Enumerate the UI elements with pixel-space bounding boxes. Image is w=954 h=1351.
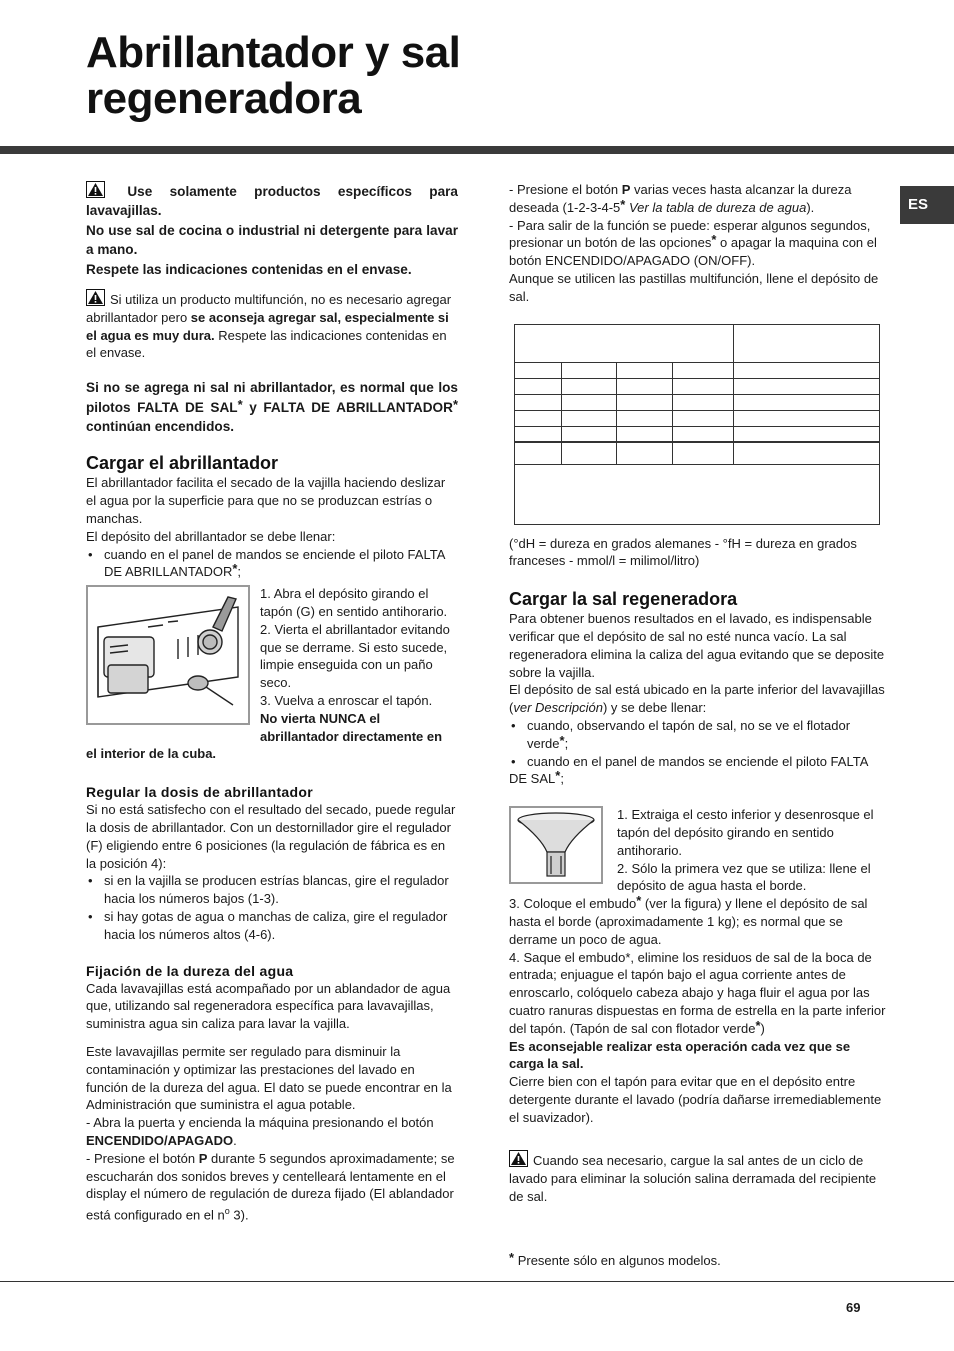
dose-intro: Si no está satisfecho con el resultado del secado, puede regular la dosis de abrillantador. Con un destornillador gire el regulador (F) eligiendo entre 6 posiciones (la regulación de fábrica es en la posición 4): bbox=[86, 802, 456, 871]
pilot-lights-note: Si no se agrega ni sal ni abrillantador, es normal que los pilotos FALTA DE SAL* y FALTA DE ABRILLANTADOR* continúan encendidos. bbox=[86, 380, 459, 435]
step-2: 2. Sólo la primera vez que se utiliza: llene el depósito de agua hasta el borde. bbox=[617, 860, 871, 894]
rinse-aid-fill-when: El depósito del abrillantador se debe llenar: bbox=[86, 528, 336, 544]
step-3: 3. Vuelva a enroscar el tapón. bbox=[260, 693, 433, 708]
step-1: 1. Extraiga el cesto inferior y desenrosque el tapón del depósito girando en sentido antihorario. bbox=[617, 807, 874, 858]
funnel-illustration bbox=[509, 806, 603, 884]
title-line-1: Abrillantador y sal bbox=[86, 28, 461, 77]
footer-rule bbox=[0, 1281, 954, 1282]
step-2: 2. Vierta el abrillantador evitando que se derrame. Si esto sucede, limpie enseguida con un paño seco. bbox=[260, 621, 450, 691]
salt-warning: Cuando sea necesario, cargue la sal antes de un ciclo de lavado para eliminar la solución salina derramada del recipiente de sal. bbox=[509, 1150, 887, 1205]
multitab-salt-text: Aunque se utilicen las pastillas multifunción, llene el depósito de sal. bbox=[509, 270, 879, 304]
rinse-aid-dispenser-illustration bbox=[86, 585, 250, 725]
salt-p2: El depósito de sal está ubicado en la parte inferior del lavavajillas (ver Descripción) y se debe llenar: bbox=[509, 682, 885, 716]
step-1: 1. Abra el depósito girando el tapón (G) en sentido antihorario. bbox=[260, 586, 448, 620]
right-column bbox=[509, 181, 887, 1270]
warning-text-2: No use sal de cocina o industrial ni detergente para lavar a mano. bbox=[86, 222, 458, 258]
salt-p1: Para obtener buenos resultados en el lavado, es indispensable verificar que el depósito de sal no esté nunca vacío. La sal regeneradora elimina la caliza del agua evitando que se deposite sobre la vajilla. bbox=[509, 611, 885, 680]
list-item: • cuando, observando el tapón de sal, no se ve el flotador verde*; bbox=[509, 717, 887, 753]
hardness-p4: - Presione el botón P durante 5 segundos aproximadamente; se escucharán dos sonidos breves y centelleará lentamente en el display el número de regulación de dureza fijado (El ablandador está configurado en el $n^o$ 3). bbox=[86, 1150, 455, 1223]
warning-icon bbox=[509, 1150, 528, 1167]
warning-no-pour: No vierta NUNCA el abrillantador directamente en bbox=[260, 710, 443, 744]
page-number: 69 bbox=[846, 1300, 861, 1315]
hardness-p3: - Abra la puerta y encienda la máquina presionando el botón ENCENDIDO/APAGADO. bbox=[86, 1115, 434, 1148]
hardness-p1: Cada lavavajillas está acompañado por un ablandador de agua que, utilizando sal regeneradora específica para lavavajillas, suministra agua sin caliza para lavar la vajilla. bbox=[86, 980, 451, 1032]
exit-function-text: - Para salir de la función se puede: esperar algunos segundos, presionar un botón de las opciones* o apagar la maquina con el botón ENCENDIDO/APAGADO (ON/OFF). bbox=[509, 217, 877, 269]
left-column bbox=[86, 181, 458, 1224]
rinse-aid-figure-row bbox=[86, 585, 458, 745]
press-p-text: - Presione el botón P varias veces hasta alcanzar la dureza deseada (1-2-3-4-5* Ver la tabla de dureza de agua). bbox=[509, 182, 852, 215]
step-3: 3. Coloque el embudo* (ver la figura) y llene el depósito de sal hasta el borde (aproximadamente 1 kg); es normal que se derrame un poco de agua. bbox=[509, 893, 868, 947]
warning-block bbox=[86, 181, 458, 279]
list-item: • cuando en el panel de mandos se enciende el piloto FALTA DE ABRILLANTADOR*; bbox=[86, 546, 458, 582]
footnote: * Presente sólo en algunos modelos. bbox=[509, 1249, 721, 1268]
header-rule bbox=[0, 146, 954, 154]
list-item: • si en la vajilla se producen estrías blancas, gire el regulador hacia los números bajos (1-3). bbox=[86, 872, 458, 908]
salt-tip: Es aconsejable realizar esta operación cada vez que se carga la sal. bbox=[509, 1038, 851, 1072]
language-tab: ES bbox=[900, 186, 954, 224]
multifunction-note: Si utiliza un producto multifunción, no es necesario agregar abrillantador pero se aconseja agregar sal, especialmente si el agua es muy dura. Respete las indicaciones contenidas en el envase. bbox=[86, 289, 458, 362]
step-4: 4. Saque el embudo*, elimine los residuos de sal de la boca de entrada; enjuague el tapón bajo el agua corriente antes de enroscarlo, colóquelo cabeza abajo y haga fluir el agua por las cuatro ranuras dispuestas en forma de estrella en la parte inferior del tapón. (Tapón de sal con flotador verde*) bbox=[509, 949, 886, 1036]
units-note: (°dH = dureza en grados alemanes - °fH = dureza en grados franceses - mmol/l = milimol/litro) bbox=[509, 535, 857, 569]
section-heading-dose: Regular la dosis de abrillantador bbox=[86, 784, 313, 801]
rinse-aid-intro: El abrillantador facilita el secado de la vajilla haciendo deslizar el agua por la superficie para que no se produzcan estrías o manchas. bbox=[86, 475, 446, 527]
warning-text-3: Respete las indicaciones contenidas en el envase. bbox=[86, 261, 412, 277]
hardness-p2: Este lavavajillas permite ser regulado para disminuir la contaminación y optimizar las prestaciones del lavado en función de la dureza del agua. El dato se puede encontrar en la Administración que suministra el agua potable. bbox=[86, 1043, 452, 1113]
rinse-aid-steps bbox=[260, 585, 458, 745]
warning-text-1: Use solamente productos específicos para lavavajillas. bbox=[86, 184, 458, 219]
page-title bbox=[86, 30, 460, 122]
section-heading-hardness: Fijación de la dureza del agua bbox=[86, 962, 294, 979]
section-heading-rinse-aid: Cargar el abrillantador bbox=[86, 453, 279, 474]
salt-steps bbox=[509, 806, 887, 895]
warning-no-pour-cont: el interior de la cuba. bbox=[86, 746, 217, 762]
warning-icon bbox=[86, 289, 105, 306]
section-heading-salt: Cargar la sal regeneradora bbox=[509, 589, 738, 610]
list-item: • si hay gotas de agua o manchas de caliza, gire el regulador hacia los números altos (4-6). bbox=[86, 908, 458, 944]
list-item: • cuando en el panel de mandos se enciende el piloto FALTA DE SAL*; bbox=[509, 753, 887, 789]
title-line-2: regeneradora bbox=[86, 74, 362, 123]
hardness-table bbox=[514, 324, 880, 525]
warning-icon bbox=[86, 181, 105, 198]
close-cap-text: Cierre bien con el tapón para evitar que en el depósito entre detergente durante el lavado (podría dañarse irremediablemente el suavizador). bbox=[509, 1074, 882, 1125]
